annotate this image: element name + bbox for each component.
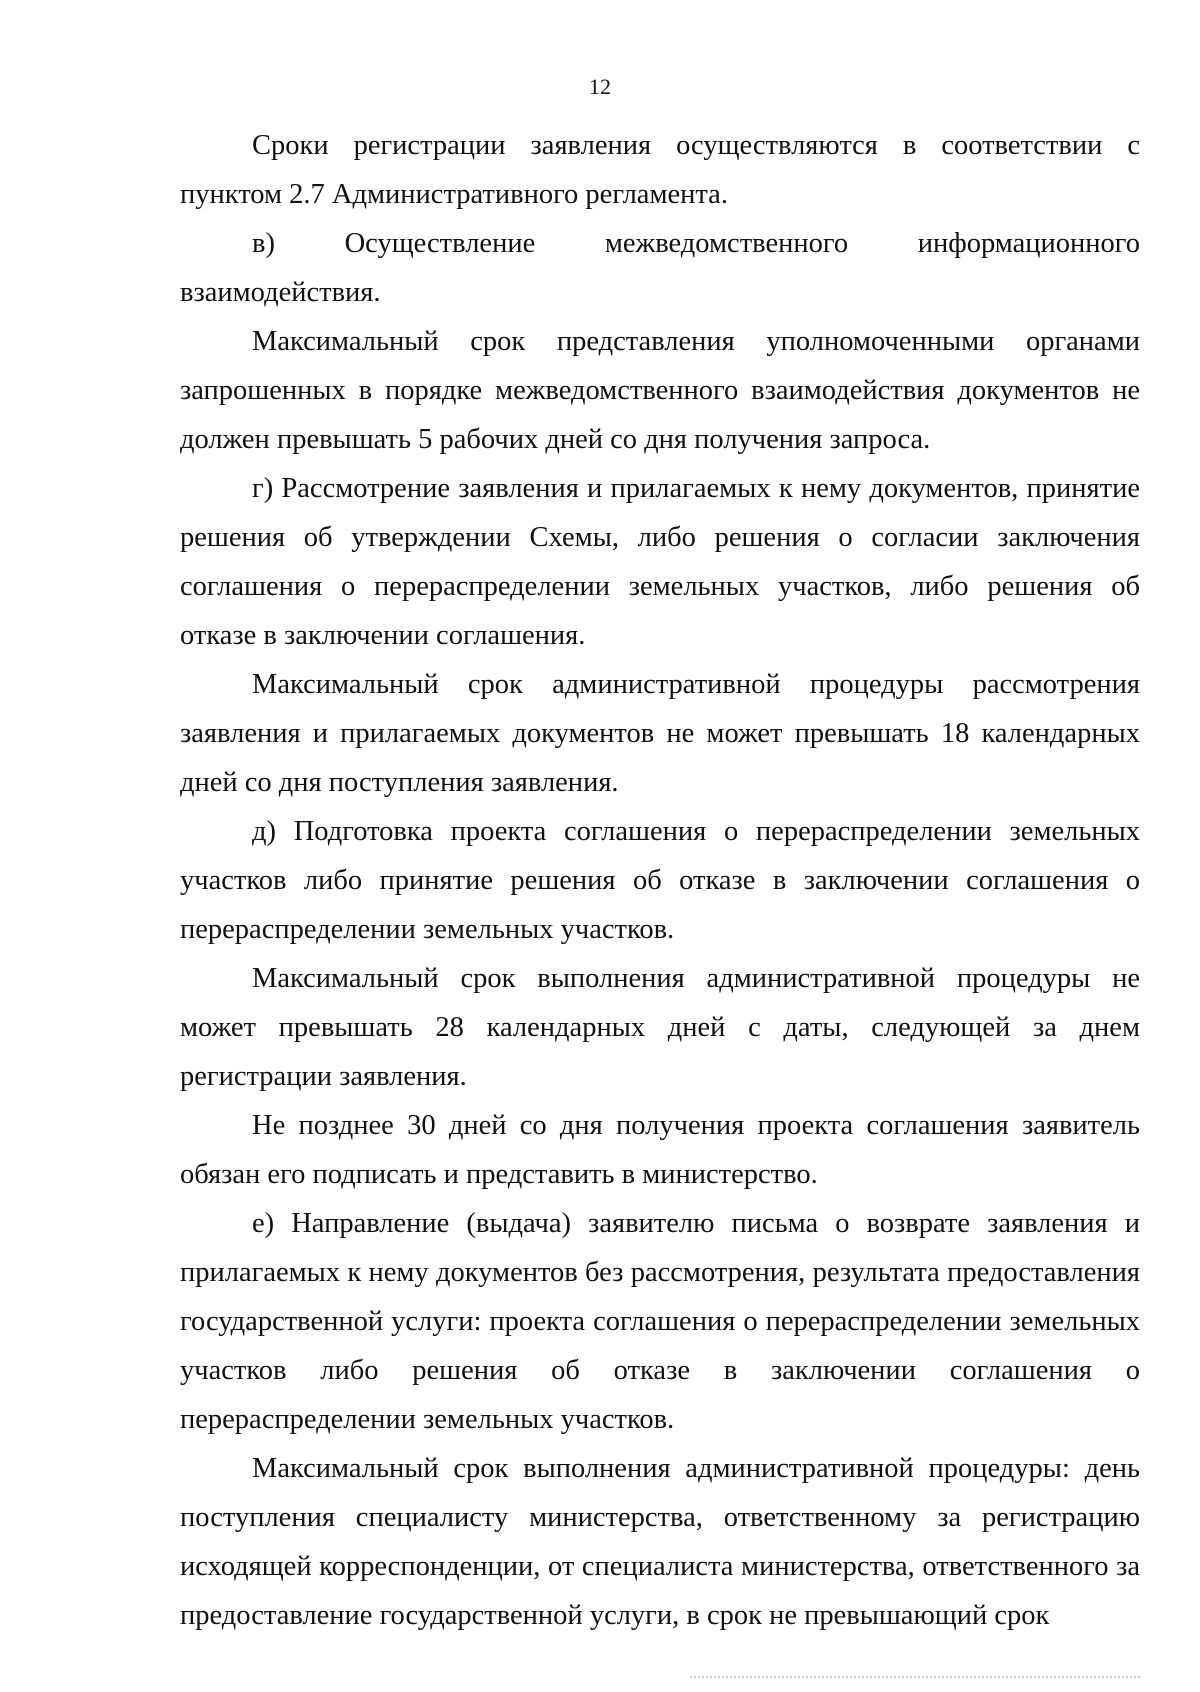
- paragraph-item-v: в) Осуществление межведомственного информационного взаимодействия.: [180, 228, 1140, 308]
- paragraph-item-g: г) Рассмотрение заявления и прилагаемых к нему документов, принятие решения об утверждении Схемы, либо решения о согласии заключения соглашения о перераспределении земельных участков, либо решения об отказе в заключении соглашения.: [180, 473, 1140, 651]
- paragraph-item-e: е) Направление (выдача) заявителю письма о возврате заявления и прилагаемых к нему документов без рассмотрения, результата предоставления государственной услуги: проекта соглашения о перераспределении земельных участков либо решения об отказе в заключении соглашения о перераспределении земельных участков.: [180, 1208, 1140, 1435]
- page-number: 12: [589, 74, 611, 99]
- paragraph-review-deadline: Максимальный срок административной процедуры рассмотрения заявления и прилагаемых документов не может превышать 18 календарных дней со дня поступления заявления.: [180, 669, 1140, 798]
- paragraph-interagency-deadline: Максимальный срок представления уполномоченными органами запрошенных в порядке межведомственного взаимодействия документов не должен превышать 5 рабочих дней со дня получения запроса.: [180, 326, 1140, 455]
- paragraph-signing-deadline: Не позднее 30 дней со дня получения проекта соглашения заявитель обязан его подписать и представить в министерство.: [180, 1110, 1140, 1190]
- document-body: [180, 121, 1140, 1640]
- scan-artifact-marks: [690, 1676, 1140, 1682]
- paragraph-procedure-deadline: Максимальный срок выполнения административной процедуры не может превышать 28 календарных дней с даты, следующей за днем регистрации заявления.: [180, 963, 1140, 1092]
- paragraph-item-d: д) Подготовка проекта соглашения о перераспределении земельных участков либо принятие решения об отказе в заключении соглашения о перераспределении земельных участков.: [180, 816, 1140, 945]
- paragraph-final-deadline: Максимальный срок выполнения административной процедуры: день поступления специалисту министерства, ответственному за регистрацию исходящей корреспонденции, от специалиста министерства, ответственного за предоставление государственной услуги, в срок не превышающий срок: [180, 1453, 1140, 1631]
- paragraph-registration-terms: Сроки регистрации заявления осуществляются в соответствии с пунктом 2.7 Административного регламента.: [180, 130, 1140, 210]
